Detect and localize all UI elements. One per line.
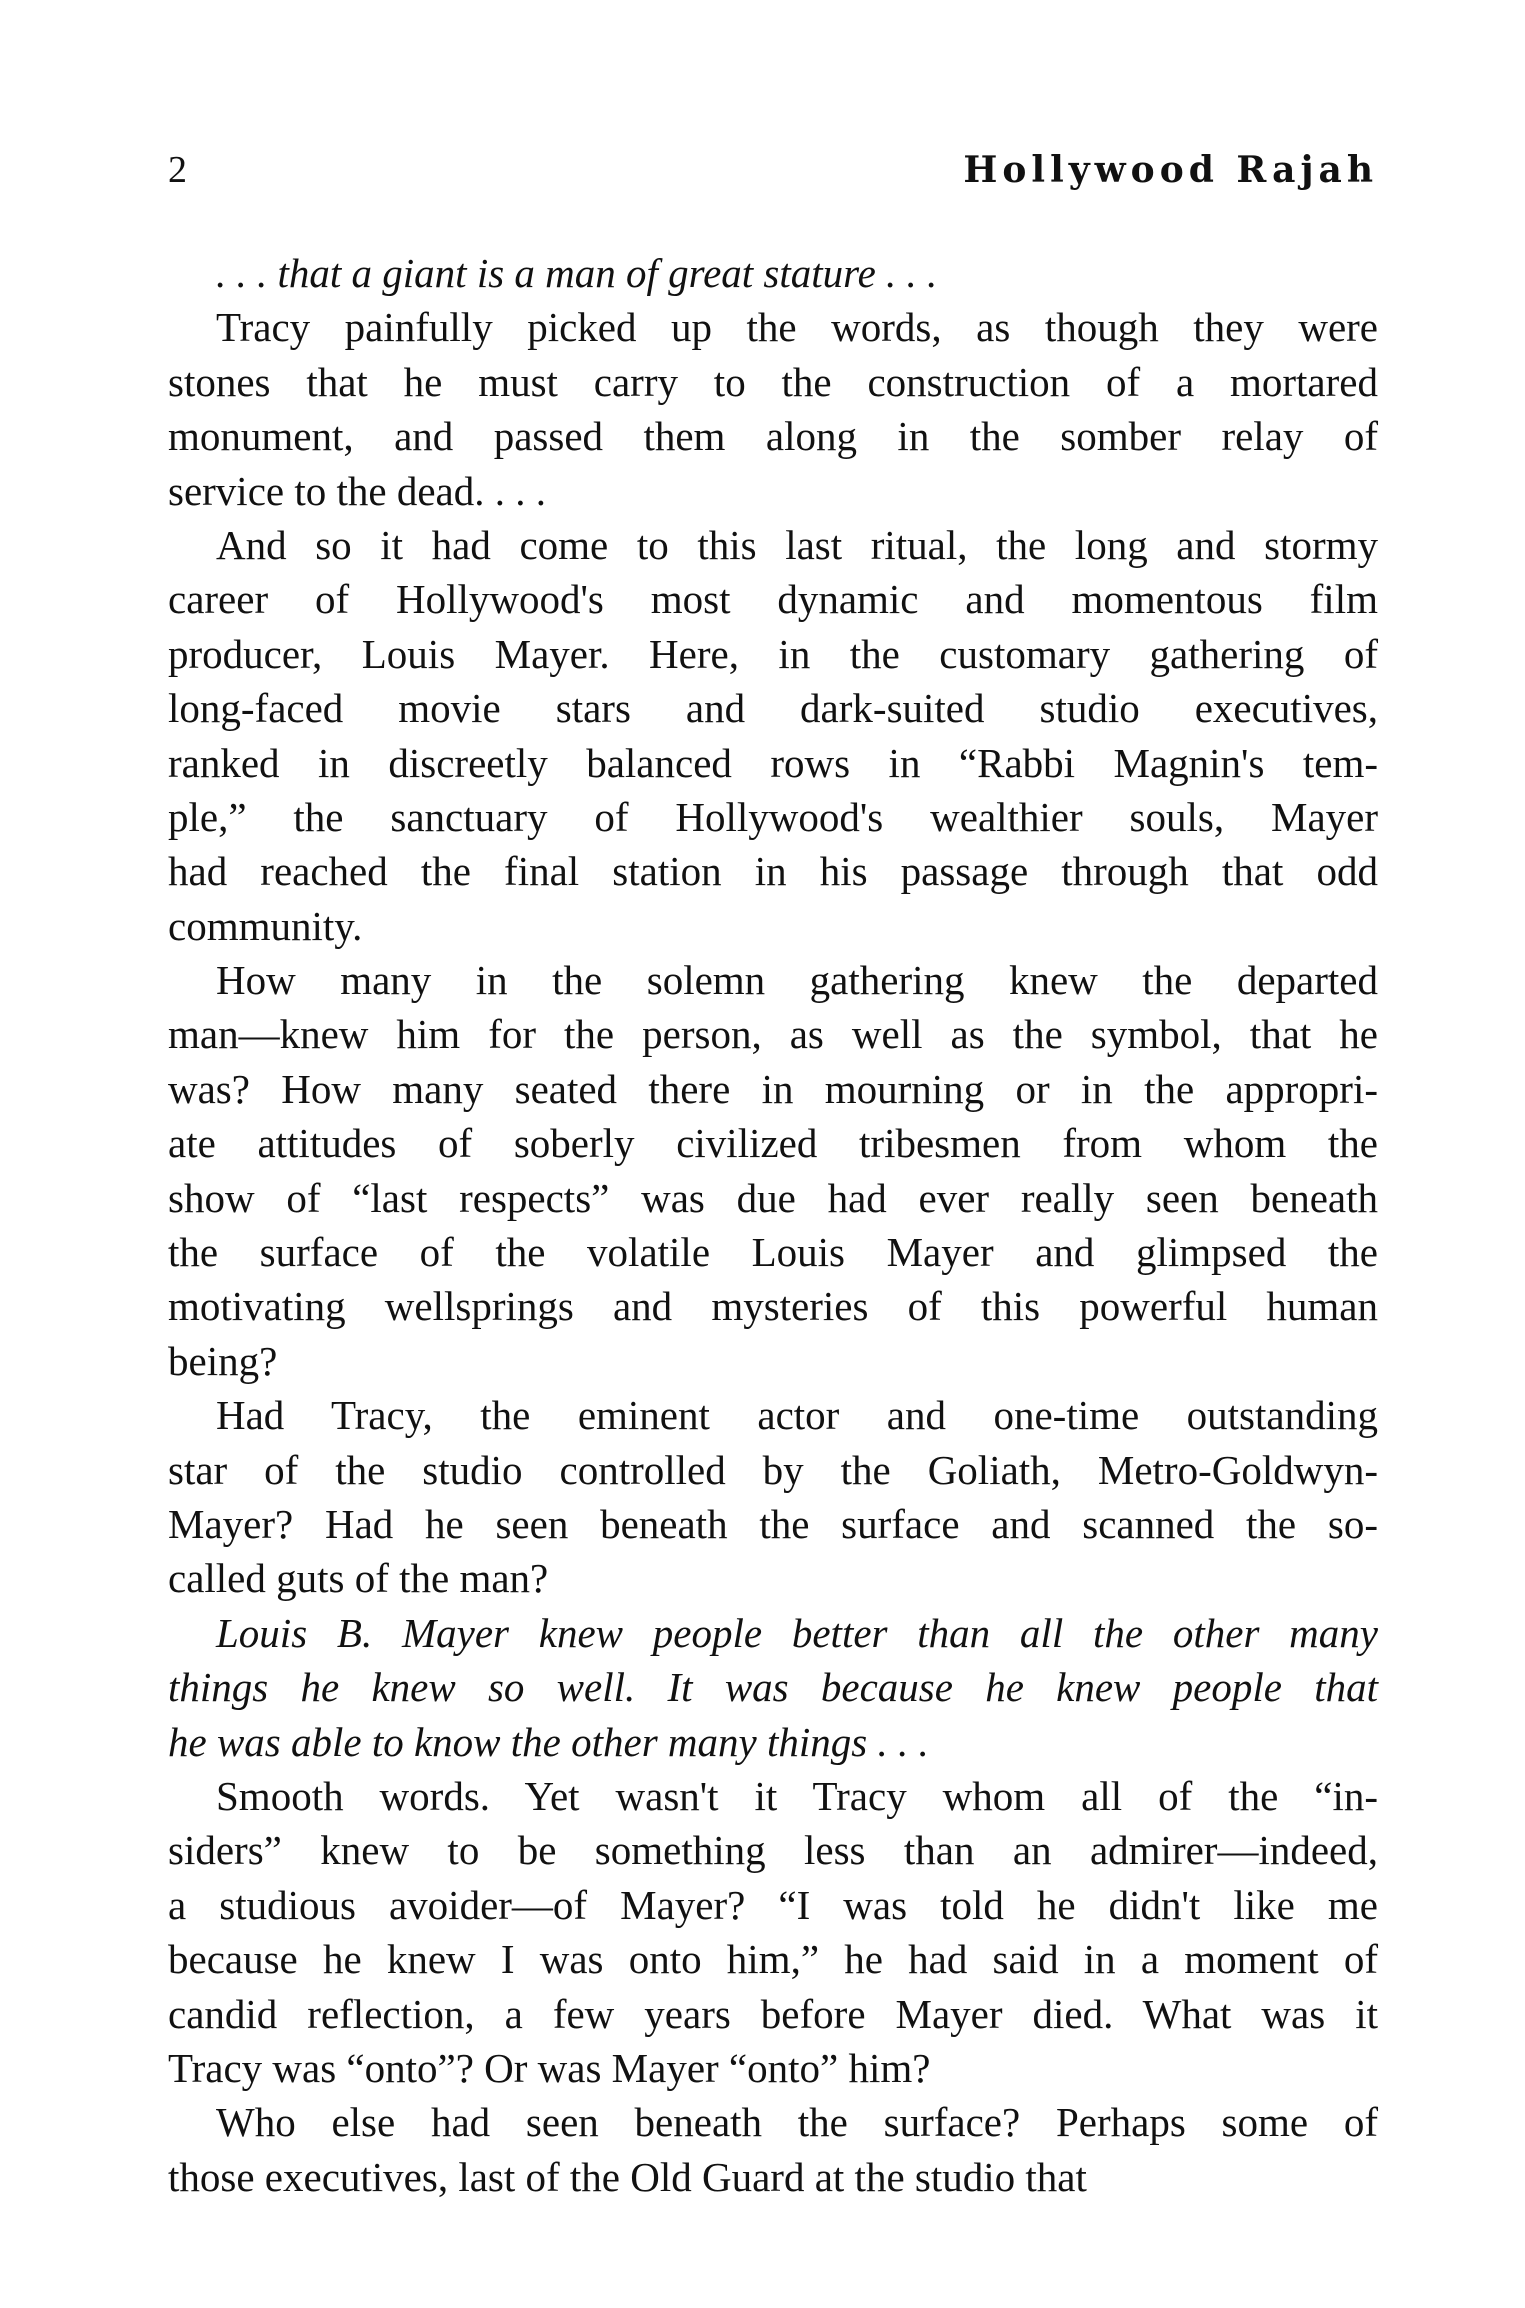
text-line: producer, Louis Mayer. Here, in the customary gathering of	[168, 630, 1378, 677]
paragraph	[168, 1769, 1378, 2095]
text-line: ranked in discreetly balanced rows in “Rabbi Magnin's tem-	[168, 739, 1378, 786]
text-line: How many in the solemn gathering knew the departed	[216, 957, 1378, 1004]
text-line: career of Hollywood's most dynamic and momentous film	[168, 576, 1378, 623]
paragraph	[168, 953, 1378, 1388]
text-line: show of “last respects” was due had ever really seen beneath	[168, 1174, 1378, 1221]
text-line: Louis B. Mayer knew people better than all the other many	[216, 1609, 1378, 1656]
text-line: candid reflection, a few years before Mayer died. What was it	[168, 1990, 1378, 2037]
text-line: monument, and passed them along in the somber relay of	[168, 413, 1378, 460]
text-line: ate attitudes of soberly civilized tribesmen from whom the	[168, 1120, 1378, 1167]
book-title: Hollywood Rajah	[963, 149, 1378, 191]
text-line: Had Tracy, the eminent actor and one-time outstanding	[216, 1392, 1378, 1439]
text-line: he was able to know the other many things . . .	[168, 1718, 929, 1765]
text-line: Tracy was “onto”? Or was Mayer “onto” him?	[168, 2044, 931, 2091]
text-line: Mayer? Had he seen beneath the surface and scanned the so-	[168, 1500, 1378, 1547]
paragraph	[168, 1388, 1378, 1606]
body-text	[168, 246, 1378, 2204]
text-line: star of the studio controlled by the Goliath, Metro-Goldwyn-	[168, 1446, 1378, 1493]
text-line: called guts of the man?	[168, 1555, 549, 1602]
text-line: being?	[168, 1337, 278, 1384]
text-line: things he knew so well. It was because he knew people that	[168, 1664, 1378, 1711]
text-line: Smooth words. Yet wasn't it Tracy whom all of the “in-	[216, 1772, 1378, 1819]
text-line: service to the dead. . . .	[168, 467, 546, 514]
paragraph	[168, 300, 1378, 518]
text-line: . . . that a giant is a man of great stature . . .	[216, 250, 938, 296]
text-line: And so it had come to this last ritual, the long and stormy	[216, 521, 1378, 568]
text-line: man—knew him for the person, as well as the symbol, that he	[168, 1011, 1378, 1058]
text-line: motivating wellsprings and mysteries of this powerful human	[168, 1283, 1378, 1330]
text-line: community.	[168, 902, 363, 949]
text-line: long-faced movie stars and dark-suited studio executives,	[168, 685, 1378, 732]
text-line: stones that he must carry to the construction of a mortared	[168, 358, 1378, 405]
text-line: the surface of the volatile Louis Mayer and glimpsed the	[168, 1229, 1378, 1276]
text-line: was? How many seated there in mourning or in the appropri-	[168, 1065, 1378, 1112]
page-number: 2	[168, 149, 187, 191]
paragraph	[168, 246, 1378, 300]
text-line: Tracy painfully picked up the words, as though they were	[216, 304, 1378, 351]
paragraph	[168, 1606, 1378, 1769]
text-line: those executives, last of the Old Guard at the studio that	[168, 2153, 1087, 2200]
text-line: siders” knew to be something less than an admirer—indeed,	[168, 1827, 1378, 1874]
text-line: had reached the final station in his passage through that odd	[168, 848, 1378, 895]
paragraph	[168, 2095, 1378, 2204]
text-line: Who else had seen beneath the surface? Perhaps some of	[216, 2099, 1378, 2146]
text-line: because he knew I was onto him,” he had said in a moment of	[168, 1936, 1378, 1983]
text-line: ple,” the sanctuary of Hollywood's wealthier souls, Mayer	[168, 793, 1378, 840]
paragraph	[168, 518, 1378, 953]
running-head	[168, 140, 1378, 200]
text-line: a studious avoider—of Mayer? “I was told he didn't like me	[168, 1881, 1378, 1928]
